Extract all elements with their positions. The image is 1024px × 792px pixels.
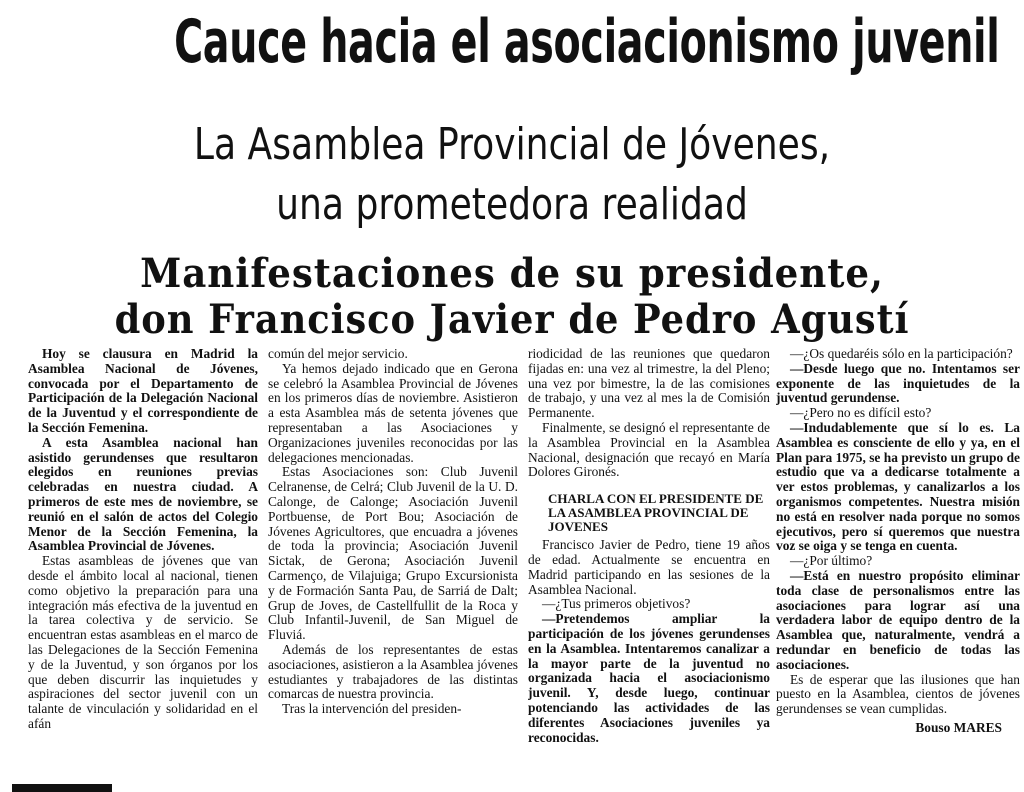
deck-line-1: Manifestaciones de su presidente, xyxy=(140,250,884,297)
paragraph: Estas asambleas de jóvenes que van desde el ámbito local al nacional, tienen como objetivo la preparación para una integración más efectiva de la juventud en la tarea colectiva y de servicio. Se encuentran estas asambleas en el marco de las Delegaciones de la Sección Femenina y de la Juventud, y son órganos por los que deben discurrir las inquietudes y aspiraciones del sector juvenil con un talante de vinculación y solidaridad en el afán xyxy=(28,553,258,731)
paragraph: A esta Asamblea nacional han asistido gerundenses que resultaron elegidos en reuniones previas celebradas en nuestra ciudad. A primeros de este mes de noviembre, se reunió en el salón de actos del Colegio Menor de la Sección Femenina, la Asamblea Provincial de Jóvenes. xyxy=(28,434,258,554)
interview-question: —¿Tus primeros objetivos? xyxy=(542,596,691,612)
paragraph: Estas Asociaciones son: Club Juvenil Celranense, de Celrá; Club Juvenil de la U. D. Calonge, de Calonge; Asociación Juvenil Portbuense, de Port Bou; Asociación de Jóvenes Agricultores, que encuadra a jóvenes de toda la provincia; Asociación Juvenil Sictak, de Gerona; Asociación Juvenil Carmenço, de Vilajuiga; Grupo Excursionista y de Formación Santa Pau, de Sarriá de Dalt; Grup de Joves, de Castellfullit de la Roca y Club Infantil-Juvenil, de San Miguel de Fluviá. xyxy=(268,464,518,643)
interview-question: —¿Os quedaréis sólo en la participación? xyxy=(790,347,1013,361)
paragraph: Ya hemos dejado indicado que en Gerona se celebró la Asamblea Provincial de Jóvenes en los primeros días de noviembre. Asistieron a esta Asamblea más de setenta jóvenes que representaban a las Asociaciones y Organizaciones juveniles reconocidas por las delegaciones mencionadas. xyxy=(268,360,518,465)
interview-answer: —Pretendemos ampliar la participación de los jóvenes gerundenses en la Asamblea. Intentaremos canalizar a la mayor parte de la juventud no organizada hacia el asociacionismo juvenil. Y, desde luego, continuar potenciando las actividades de las diferentes Asociaciones juveniles ya reconocidas. xyxy=(528,611,770,745)
byline: Bouso MARES xyxy=(915,719,1002,735)
subheadline-line-2: una prometedora realidad xyxy=(276,179,748,230)
paragraph: riodicidad de las reuniones que quedaron fijadas en: una vez al trimestre, la del Pleno; una vez por bimestre, la de las comisiones de trabajo, y una vez al mes la de Comisión Permanente. xyxy=(528,347,770,421)
interview-question: —¿Pero no es difícil esto? xyxy=(790,405,932,421)
paragraph: Francisco Javier de Pedro, tiene 19 años de edad. Actualmente se encuentra en Madrid participando en las sesiones de la Asamblea Nacional. xyxy=(528,537,770,597)
interview-question: —¿Por último? xyxy=(790,553,873,569)
subheadline-line-1: La Asamblea Provincial de Jóvenes, xyxy=(193,119,831,170)
paragraph: Finalmente, se designó el representante de la Asamblea Provincial en la Asamblea Nacional, designación que recayó en María Dolores Gironés. xyxy=(528,419,770,480)
interview-answer: —Está en nuestro propósito eliminar toda clase de personalismos entre las asociaciones para lograr así una verdadera labor de equipo dentro de la Asamblea que, naturalmente, vendrá a redundar en beneficio de todas las asociaciones. xyxy=(776,567,1020,672)
paragraph: Tras la intervención del presiden- xyxy=(282,701,462,717)
section-subtitle: CHARLA CON EL PRESIDENTE DE LA ASAMBLEA PROVINCIAL DE JOVENES xyxy=(548,491,764,535)
headline: Cauce hacia el asociacionismo juvenil xyxy=(174,7,1000,77)
page-edge-bar xyxy=(12,784,112,792)
article-column-4 xyxy=(776,347,1020,792)
paragraph: Además de los representantes de estas asociaciones, asistieron a la Asamblea jóvenes estudiantes y trabajadores de las distintas comarcas de nuestra provincia. xyxy=(268,641,518,702)
article-column-3 xyxy=(528,347,770,792)
paragraph: Es de esperar que las ilusiones que han puesto en la Asamblea, cientos de jóvenes gerundenses se vean cumplidas. xyxy=(776,671,1020,717)
deck-line-2: don Francisco Javier de Pedro Agustí xyxy=(114,296,910,343)
article-column-2 xyxy=(268,347,518,792)
interview-answer: —Desde luego que no. Intentamos ser exponente de las inquietudes de la juventud gerundense. xyxy=(776,360,1020,406)
interview-answer: —Indudablemente que sí lo es. La Asamblea es consciente de ello y ya, en el Plan para 1975, se ha previsto un grupo de estudio que va a dedicarse totalmente a ver estos problemas, y canalizarlos a los organismos competentes. Nuestra misión no está en resolver nada porque no somos ejecutivos, pero sí queremos que nuestra voz se oiga y se tenga en cuenta. xyxy=(776,419,1020,554)
lead-paragraph: Hoy se clausura en Madrid la Asamblea Nacional de Jóvenes, convocada por el Departamento de Participación de la Delegación Nacional de la Juventud y el correspondiente de la Sección Femenina. xyxy=(28,347,258,435)
article-column-1 xyxy=(28,347,258,792)
paragraph: común del mejor servicio. xyxy=(268,347,408,361)
